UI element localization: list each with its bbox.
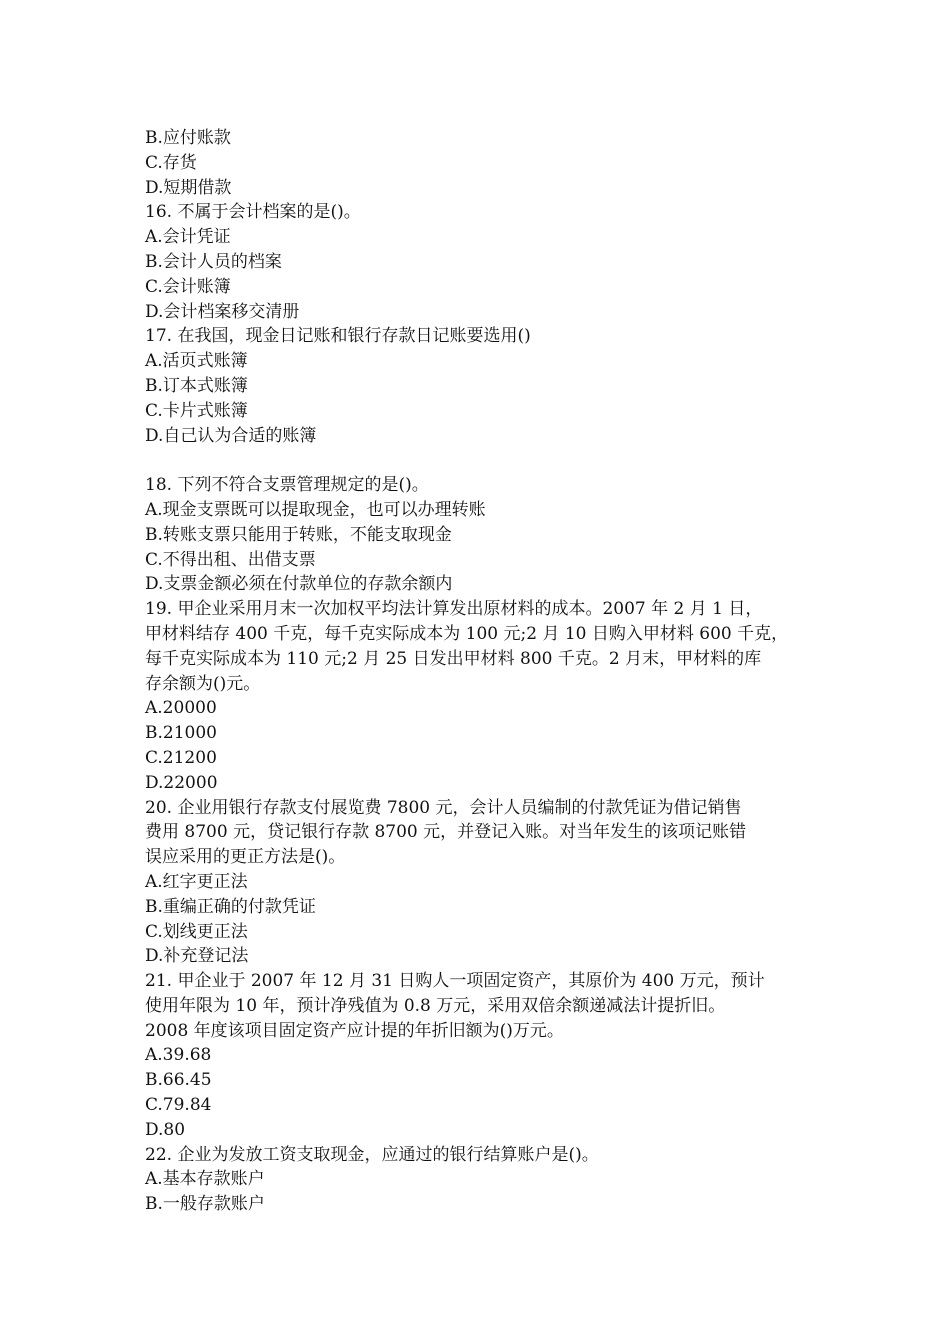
option-line: C.不得出租、出借支票 <box>145 549 316 570</box>
option-line: A.20000 <box>145 698 217 719</box>
option-line: B.订本式账簿 <box>145 375 248 396</box>
question-17: 17. 在我国，现金日记账和银行存款日记账要选用() <box>145 326 531 347</box>
option-line: B.66.45 <box>145 1070 212 1091</box>
question-18: 18. 下列不符合支票管理规定的是()。 <box>145 475 429 496</box>
option-line: D.自己认为合适的账簿 <box>145 425 317 446</box>
option-line: B.重编正确的付款凭证 <box>145 896 316 917</box>
option-line: B.21000 <box>145 723 217 744</box>
option-line: B.应付账款 <box>145 128 231 148</box>
option-line: D.22000 <box>145 772 218 793</box>
option-line: A.红字更正法 <box>145 871 248 892</box>
document-page <box>145 126 825 1217</box>
question-20-text: 费用 8700 元，贷记银行存款 8700 元，并登记入账。对当年发生的该项记账错 <box>145 822 747 843</box>
option-line: A.现金支票既可以提取现金，也可以办理转账 <box>145 499 486 520</box>
question-20-text: 误应采用的更正方法是()。 <box>145 847 346 868</box>
option-line: D.补充登记法 <box>145 946 249 967</box>
question-21: 21. 甲企业于 2007 年 12 月 31 日购人一项固定资产，其原价为 400 万元，预计 <box>145 971 765 992</box>
option-line: D.短期借款 <box>145 177 232 198</box>
question-19-text: 每千克实际成本为 110 元;2 月 25 日发出甲材料 800 千克。2 月末，甲材料的库 <box>145 648 762 669</box>
option-line: D.会计档案移交清册 <box>145 301 300 322</box>
option-line: C.划线更正法 <box>145 921 248 942</box>
blank-line <box>145 448 825 473</box>
option-line: A.39.68 <box>145 1045 212 1066</box>
option-line: C.会计账簿 <box>145 276 231 297</box>
option-line: D.支票金额必须在付款单位的存款余额内 <box>145 574 453 595</box>
option-line: C.21200 <box>145 747 217 768</box>
question-19-text: 甲材料结存 400 千克，每千克实际成本为 100 元;2 月 10 日购入甲材料 600 千克， <box>145 623 789 644</box>
option-line: B.一般存款账户 <box>145 1194 265 1215</box>
option-line: C.79.84 <box>145 1095 212 1116</box>
option-line: A.基本存款账户 <box>145 1169 265 1190</box>
option-line: C.存货 <box>145 152 197 173</box>
option-line: B.会计人员的档案 <box>145 251 282 272</box>
option-line: D.80 <box>145 1119 186 1140</box>
question-19: 19. 甲企业采用月末一次加权平均法计算发出原材料的成本。2007 年 2 月 1 日， <box>145 599 763 620</box>
question-20: 20. 企业用银行存款支付展览费 7800 元，会计人员编制的付款凭证为借记销售 <box>145 797 742 818</box>
option-line: A.会计凭证 <box>145 227 231 248</box>
option-line: A.活页式账簿 <box>145 351 248 372</box>
question-19-text: 存余额为()元。 <box>145 673 261 694</box>
question-16: 16. 不属于会计档案的是()。 <box>145 202 361 223</box>
option-line: C.卡片式账簿 <box>145 400 248 421</box>
question-21-text: 使用年限为 10 年，预计净残值为 0.8 万元，采用双倍余额递减法计提折旧。 <box>145 995 726 1016</box>
question-22: 22. 企业为发放工资支取现金，应通过的银行结算账户是()。 <box>145 1144 599 1165</box>
question-21-text: 2008 年度该项目固定资产应计提的年折旧额为()万元。 <box>145 1020 564 1041</box>
option-line: B.转账支票只能用于转账，不能支取现金 <box>145 524 452 545</box>
